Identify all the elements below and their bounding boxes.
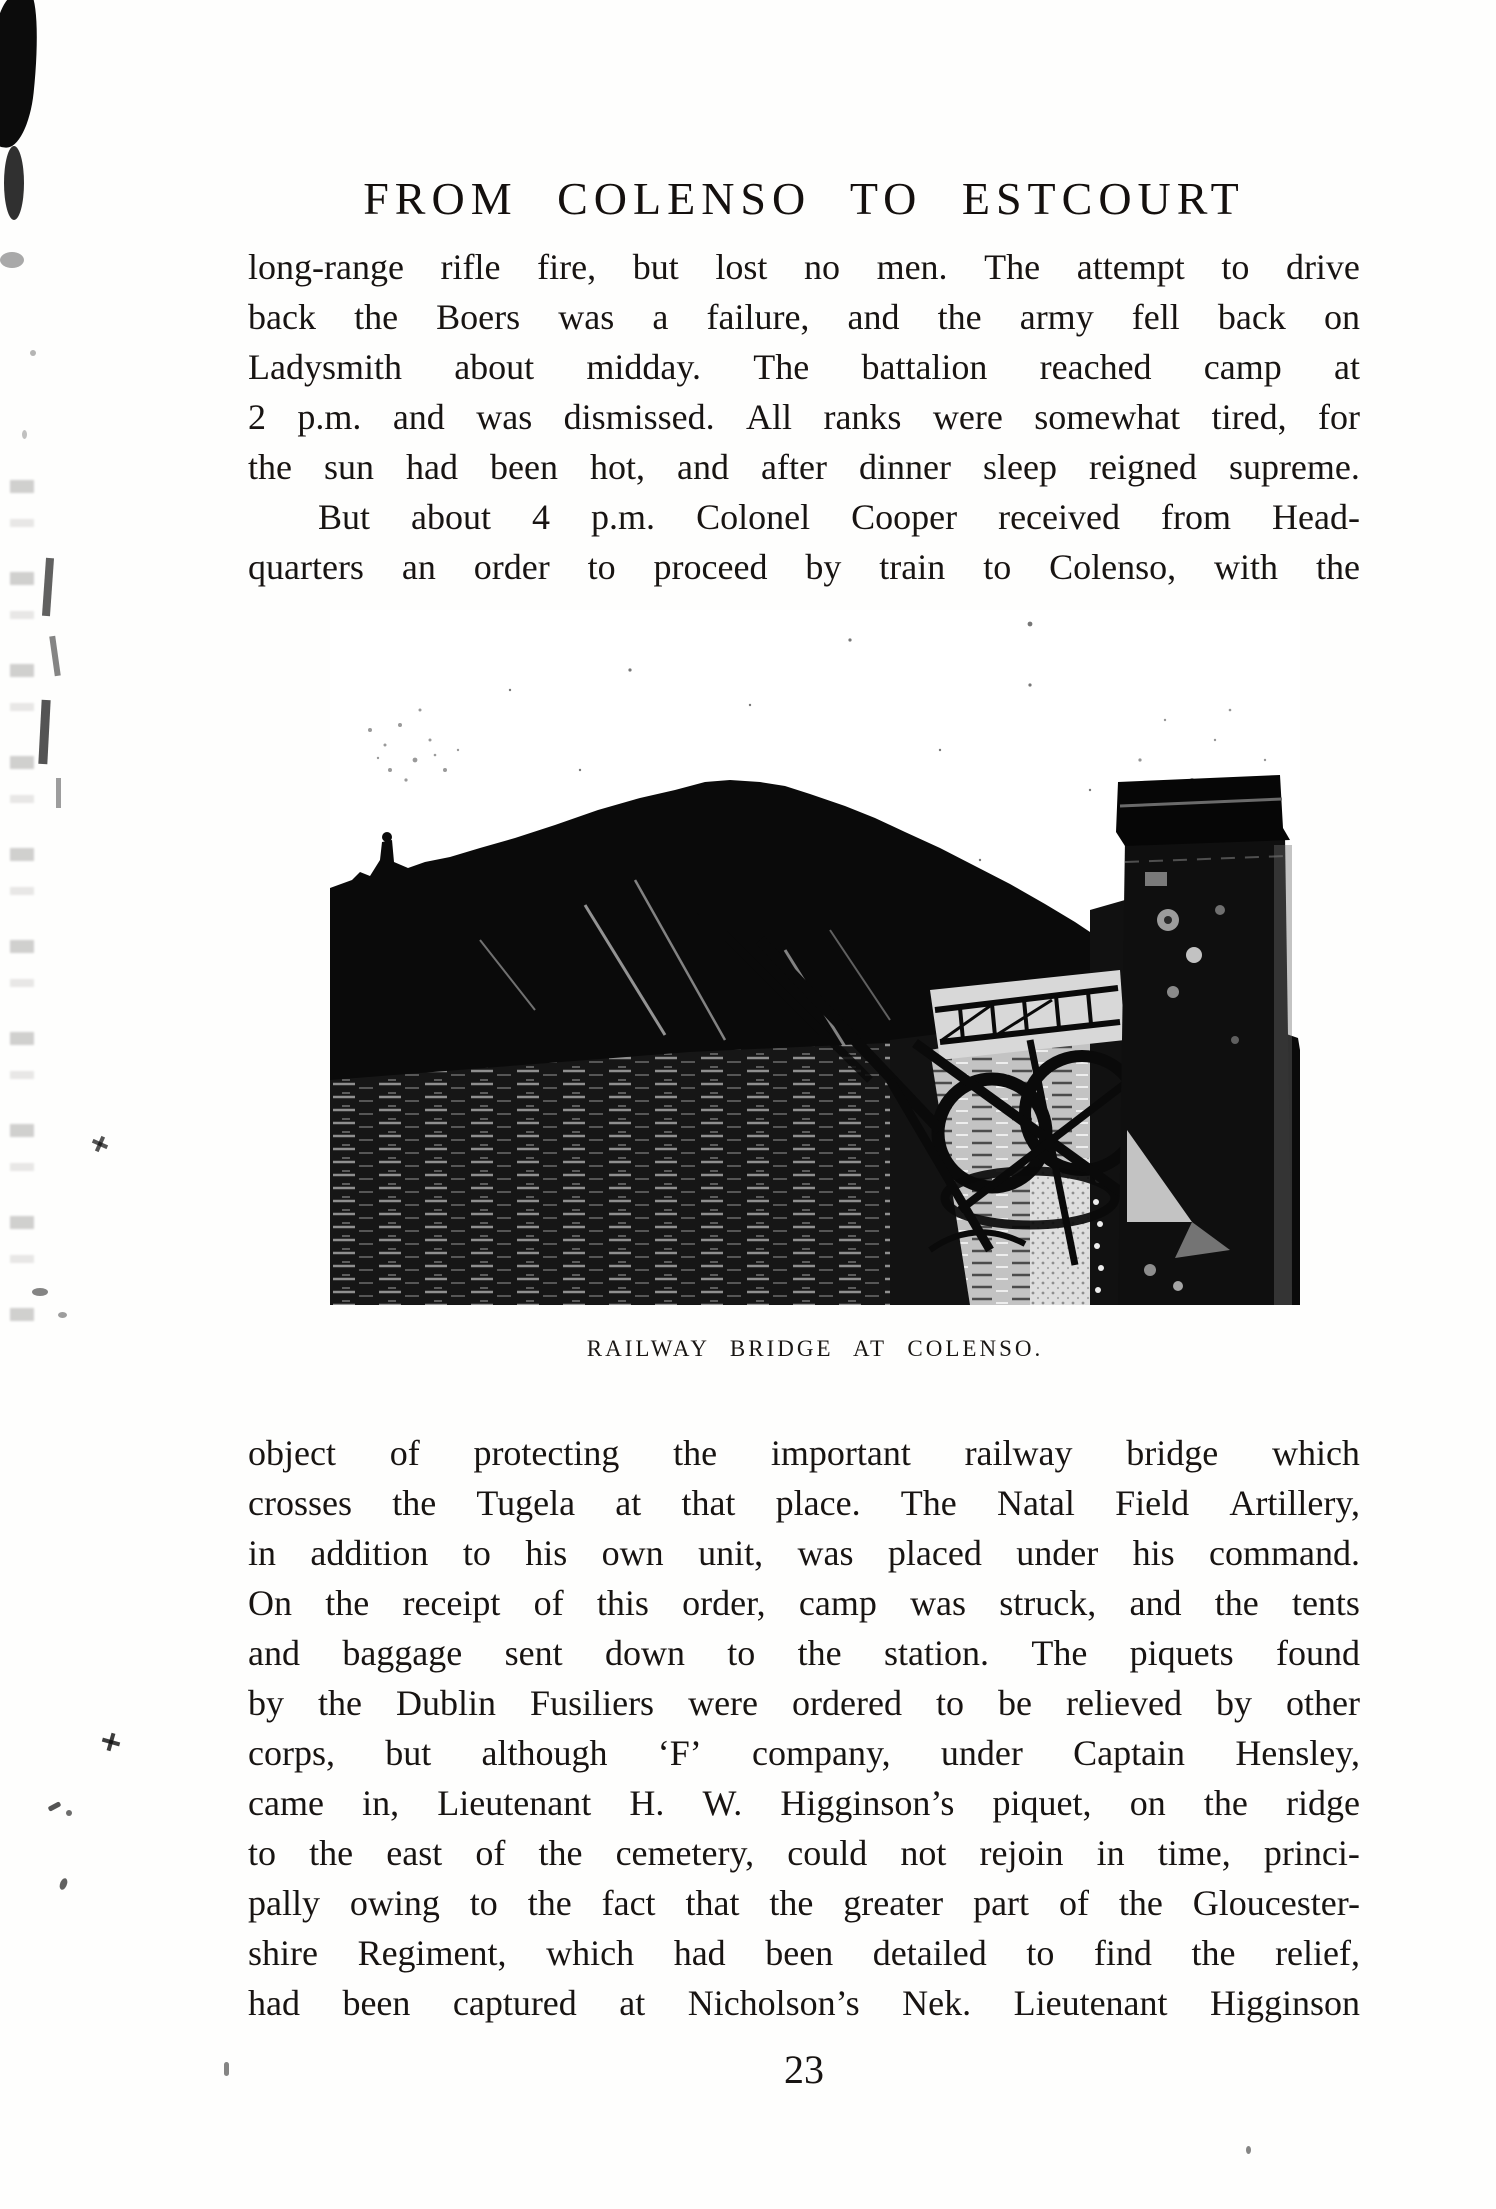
- scan-artifact-blob: [4, 146, 24, 220]
- text-line: came in, Lieutenant H. W. Higginson’s piquet, on the ridge: [248, 1783, 1360, 1823]
- text-line: to the east of the cemetery, could not rejoin in time, princi-: [248, 1833, 1360, 1873]
- text-line: 2 p.m. and was dismissed. All ranks were somewhat tired, for: [248, 397, 1360, 437]
- railway-bridge-photo: [330, 610, 1300, 1305]
- text-line: crosses the Tugela at that place. The Natal Field Artillery,: [248, 1483, 1360, 1523]
- text-line: Ladysmith about midday. The battalion reached camp at: [248, 347, 1360, 387]
- scan-artifact: [56, 778, 61, 808]
- text-line: by the Dublin Fusiliers were ordered to be relieved by other: [248, 1683, 1360, 1723]
- page-number: 23: [784, 2047, 824, 2092]
- text-line: in addition to his own unit, was placed under his command.: [248, 1533, 1360, 1573]
- text-line: object of protecting the important railway bridge which: [248, 1433, 1360, 1473]
- scan-artifact: [1246, 2146, 1251, 2154]
- scan-artifact: [224, 2062, 229, 2076]
- page-header-title: FROM COLENSO TO ESTCOURT: [363, 173, 1245, 224]
- text-line: had been captured at Nicholson’s Nek. Lieutenant Higginson: [248, 1983, 1360, 2023]
- scan-artifact: [58, 1312, 67, 1318]
- text-line: On the receipt of this order, camp was struck, and the tents: [248, 1583, 1360, 1623]
- text-line: quarters an order to proceed by train to Colenso, with the: [248, 547, 1360, 587]
- text-block-top: [248, 242, 1360, 592]
- scan-artifact: [32, 1288, 48, 1296]
- scan-artifact: [22, 430, 27, 439]
- scan-artifact: [59, 1877, 68, 1890]
- figure-caption: RAILWAY BRIDGE AT COLENSO.: [586, 1336, 1044, 1361]
- text-line: the sun had been hot, and after dinner sleep reigned supreme.: [248, 447, 1360, 487]
- text-line: shire Regiment, which had been detailed to find the relief,: [248, 1933, 1360, 1973]
- scan-artifact: [49, 636, 61, 676]
- text-block-bottom: [248, 1428, 1360, 2028]
- text-line: pally owing to the fact that the greater part of the Gloucester-: [248, 1883, 1360, 1923]
- text-line-paragraph-start: But about 4 p.m. Colonel Cooper received from Head-: [318, 497, 1360, 537]
- scan-artifact: [30, 350, 36, 356]
- scan-artifact: [42, 558, 54, 616]
- text-line: back the Boers was a failure, and the army fell back on: [248, 297, 1360, 337]
- scan-artifact-blob: [0, 0, 44, 150]
- scan-artifact: [48, 1801, 62, 1812]
- text-line: and baggage sent down to the station. The piquets found: [248, 1633, 1360, 1673]
- scan-artifact: [0, 252, 24, 268]
- photo-bridge-pier: [1116, 775, 1292, 1305]
- scan-artifact: [38, 700, 50, 764]
- text-line: corps, but although ‘F’ company, under Captain Hensley,: [248, 1733, 1360, 1773]
- scan-artifact: [66, 1810, 72, 1816]
- text-line: long-range rifle fire, but lost no men. The attempt to drive: [248, 247, 1360, 287]
- scan-artifact-edge-noise: [10, 480, 34, 1340]
